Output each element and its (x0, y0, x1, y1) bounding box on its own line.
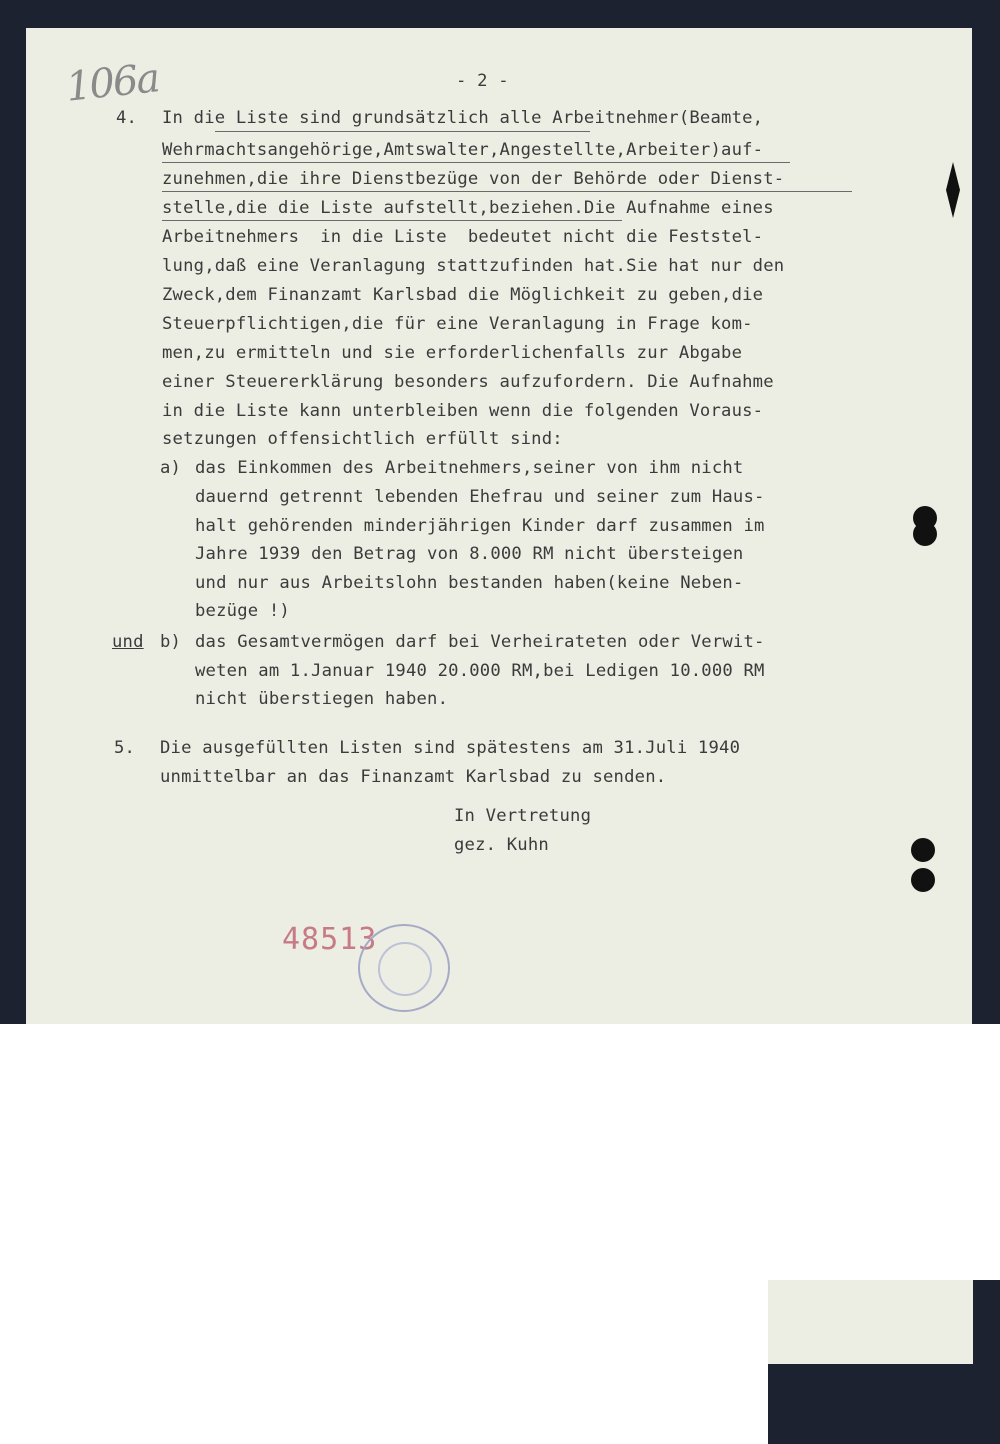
section-4-line: zunehmen,die ihre Dienstbezüge von der Behörde oder Dienst- (162, 169, 785, 189)
item-b-prefix: und (112, 632, 144, 652)
pencil-underline (215, 131, 590, 132)
archive-stamp (358, 924, 450, 1012)
punch-hole-icon (911, 838, 935, 862)
section-4-line: einer Steuererklärung besonders aufzufordern. Die Aufnahme (162, 372, 774, 392)
signature-line-1: In Vertretung (454, 806, 592, 826)
section-5-number: 5. (114, 738, 136, 758)
page-number: - 2 - (456, 71, 509, 91)
section-4-line: Wehrmachtsangehörige,Amtswalter,Angestellte,Arbeiter)auf- (162, 140, 764, 160)
section-4-line: setzungen offensichtlich erfüllt sind: (162, 429, 563, 449)
item-a-line: das Einkommen des Arbeitnehmers,seiner von ihm nicht (195, 458, 744, 478)
section-4-line: stelle,die die Liste aufstellt,beziehen.Die Aufnahme eines (162, 198, 774, 218)
section-4-number: 4. (116, 108, 138, 128)
page-fragment (768, 1280, 973, 1364)
section-4-line: Zweck,dem Finanzamt Karlsbad die Möglichkeit zu geben,die (162, 285, 764, 305)
signature-line-2: gez. Kuhn (454, 835, 549, 855)
item-b-line: weten am 1.Januar 1940 20.000 RM,bei Ledigen 10.000 RM (195, 661, 765, 681)
section-4-line: in die Liste kann unterbleiben wenn die folgenden Voraus- (162, 401, 764, 421)
punch-hole-icon (911, 868, 935, 892)
pencil-underline (162, 162, 790, 163)
archive-stamp-inner (378, 942, 432, 996)
section-4-line: Arbeitnehmers in die Liste bedeutet nicht die Feststel- (162, 227, 764, 247)
item-a-line: Jahre 1939 den Betrag von 8.000 RM nicht übersteigen (195, 544, 744, 564)
pencil-underline (162, 191, 852, 192)
section-5-line: unmittelbar an das Finanzamt Karlsbad zu senden. (160, 767, 667, 787)
item-b-label: b) (160, 632, 182, 652)
red-stamp-number: 48513 (282, 922, 378, 957)
section-5-line: Die ausgefüllten Listen sind spätestens am 31.Juli 1940 (160, 738, 741, 758)
binder-mark-icon (940, 160, 966, 220)
item-b-line: das Gesamtvermögen darf bei Verheirateten oder Verwit- (195, 632, 765, 652)
punch-hole-icon (913, 522, 937, 546)
section-4-line: Steuerpflichtigen,die für eine Veranlagung in Frage kom- (162, 314, 753, 334)
pencil-underline (162, 220, 622, 221)
item-a-line: halt gehörenden minderjährigen Kinder darf zusammen im (195, 516, 765, 536)
item-a-line: bezüge !) (195, 601, 290, 621)
section-4-line: men,zu ermitteln und sie erforderlichenfalls zur Abgabe (162, 343, 743, 363)
handwritten-page-number: 106a (63, 55, 161, 111)
item-a-line: und nur aus Arbeitslohn bestanden haben(keine Neben- (195, 573, 744, 593)
section-4-line: In die Liste sind grundsätzlich alle Arbeitnehmer(Beamte, (162, 108, 764, 128)
item-a-line: dauernd getrennt lebenden Ehefrau und seiner zum Haus- (195, 487, 765, 507)
item-b-line: nicht überstiegen haben. (195, 689, 449, 709)
item-a-label: a) (160, 458, 182, 478)
section-4-line: lung,daß eine Veranlagung stattzufinden hat.Sie hat nur den (162, 256, 785, 276)
